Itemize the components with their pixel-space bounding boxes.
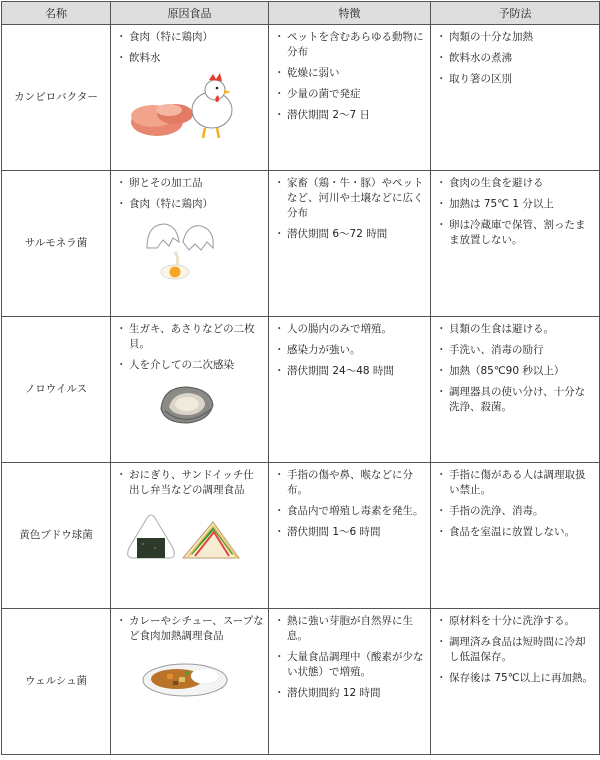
- table-row: [2, 317, 600, 463]
- prevention-cell: [431, 171, 600, 317]
- list-item: ・ 加熱は 75℃ 1 分以上: [437, 197, 595, 212]
- list-item: ・ 調理器具の使い分け、十分な洗浄、殺菌。: [437, 385, 595, 415]
- list-item: ・ 手指に傷がある人は調理取扱い禁止。: [437, 468, 595, 498]
- list-item: ・ 人を介しての二次感染: [117, 358, 264, 373]
- list-item: ・ 感染力が強い。: [275, 343, 426, 358]
- table-row: [2, 609, 600, 755]
- list-item: ・ 潜伏期間 6〜72 時間: [275, 227, 426, 242]
- list-item: ・ 大量食品調理中（酸素が少ない状態）で増殖。: [275, 650, 426, 680]
- list-item: ・ 潜伏期間約 12 時間: [275, 686, 426, 701]
- list-item: ・ 家畜（鶏・牛・豚）やペットなど、河川や土壌などに広く分布: [275, 176, 426, 221]
- list-item: ・ 乾燥に弱い: [275, 66, 426, 81]
- bacteria-name: ノロウイルス: [2, 317, 111, 463]
- bacteria-name: カンピロバクター: [2, 25, 111, 171]
- list-item: ・ 生ガキ、あさりなどの二枚貝。: [117, 322, 264, 352]
- list-item: ・ 潜伏期間 1〜6 時間: [275, 525, 426, 540]
- bacteria-name: サルモネラ菌: [2, 171, 111, 317]
- list-item: ・ 少量の菌で発症: [275, 87, 426, 102]
- list-item: ・ 卵は冷蔵庫で保管、割ったまま放置しない。: [437, 218, 595, 248]
- list-item: ・ 食品を室温に放置しない。: [437, 525, 595, 540]
- list-item: ・ 熱に強い芽胞が自然界に生息。: [275, 614, 426, 644]
- prevention-cell: [431, 25, 600, 171]
- feature-cell: [269, 317, 431, 463]
- chicken-and-meat-icon: [117, 72, 247, 142]
- header-feature: 特徴: [269, 2, 431, 25]
- list-item: ・ 手洗い、消毒の励行: [437, 343, 595, 358]
- list-item: ・ 潜伏期間 2〜7 日: [275, 108, 426, 123]
- prevention-cell: [431, 463, 600, 609]
- feature-cell: [269, 171, 431, 317]
- list-item: ・ 飲料水: [117, 51, 264, 66]
- table-row: [2, 25, 600, 171]
- feature-cell: [269, 463, 431, 609]
- list-item: ・ カレーやシチュー、スープなど食肉加熱調理食品: [117, 614, 264, 644]
- feature-cell: [269, 609, 431, 755]
- list-item: ・ 肉類の十分な加熱: [437, 30, 595, 45]
- oyster-icon: [117, 379, 247, 429]
- list-item: ・ 飲料水の煮沸: [437, 51, 595, 66]
- list-item: ・ 食肉の生食を避ける: [437, 176, 595, 191]
- prevention-cell: [431, 317, 600, 463]
- list-item: ・ 食肉（特に鶏肉）: [117, 197, 264, 212]
- prevention-cell: [431, 609, 600, 755]
- list-item: ・ 貝類の生食は避ける。: [437, 322, 595, 337]
- bacteria-name: ウェルシュ菌: [2, 609, 111, 755]
- header-prevention: 予防法: [431, 2, 600, 25]
- list-item: ・ 卵とその加工品: [117, 176, 264, 191]
- list-item: ・ 食肉（特に鶏肉）: [117, 30, 264, 45]
- list-item: ・ 保存後は 75℃以上に再加熱。: [437, 671, 595, 686]
- cracked-egg-icon: [117, 218, 247, 284]
- header-cause: 原因食品: [111, 2, 269, 25]
- list-item: ・ おにぎり、サンドイッチ仕出し弁当などの調理食品: [117, 468, 264, 498]
- header-row: [2, 2, 600, 25]
- onigiri-sandwich-icon: [117, 504, 247, 564]
- list-item: ・ 加熱（85℃90 秒以上）: [437, 364, 595, 379]
- cause-cell: [111, 171, 269, 317]
- list-item: ・ 調理済み食品は短時間に冷却し低温保存。: [437, 635, 595, 665]
- cause-cell: [111, 25, 269, 171]
- cause-cell: [111, 609, 269, 755]
- list-item: ・ 取り箸の区別: [437, 72, 595, 87]
- header-name: 名称: [2, 2, 111, 25]
- list-item: ・ 潜伏期間 24〜48 時間: [275, 364, 426, 379]
- list-item: ・ 人の腸内のみで増殖。: [275, 322, 426, 337]
- curry-rice-icon: [117, 650, 247, 700]
- list-item: ・ 手指の洗浄、消毒。: [437, 504, 595, 519]
- bacteria-name: 黄色ブドウ球菌: [2, 463, 111, 609]
- list-item: ・ ペットを含むあらゆる動物に分布: [275, 30, 426, 60]
- feature-cell: [269, 25, 431, 171]
- list-item: ・ 食品内で増殖し毒素を発生。: [275, 504, 426, 519]
- cause-cell: [111, 317, 269, 463]
- table-row: [2, 463, 600, 609]
- table-row: [2, 171, 600, 317]
- list-item: ・ 原材料を十分に洗浄する。: [437, 614, 595, 629]
- food-poisoning-table: [1, 1, 600, 755]
- cause-cell: [111, 463, 269, 609]
- list-item: ・ 手指の傷や鼻、喉などに分布。: [275, 468, 426, 498]
